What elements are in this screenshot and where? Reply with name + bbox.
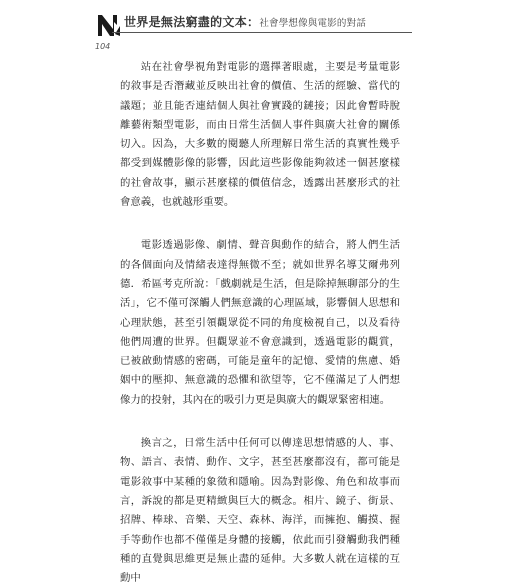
body-text: [120, 58, 400, 588]
book-subtitle: 社會學想像與電影的對話: [259, 18, 367, 29]
running-header: [0, 0, 520, 50]
book-title-main: 世界是無法窮盡的文本：: [124, 15, 260, 29]
book-title: [124, 13, 366, 30]
paragraph-2: 電影透過影像、劇情、聲音與動作的結合，將人們生活的各個面向及情緒表達得無微不至；就如世界名導艾爾弗列德．希區考克所說：「戲劇就是生活，但是除掉無聊部分的生活」，它不僅可深觸人們無意識的心理區域，影響個人思想和心理狀態，甚至引領觀眾從不同的角度檢視自己，以及看待他們周遭的世界。但觀眾並不會意識到，透過電影的觀賞，已被啟動情感的密碼，可能是童年的記憶、愛情的焦慮、婚姻中的壓抑、無意識的恐懼和欲望等，它不僅滿足了人們想像力的投射，其內在的吸引力更是與廣大的觀眾緊密相連。: [120, 239, 400, 406]
page-number: 104: [95, 42, 111, 51]
paragraph-1: 站在社會學視角對電影的選擇著眼處，主要是考量電影的敘事是否潛藏並反映出社會的價值、生活的經驗、當代的議題；並且能否連結個人與社會實踐的鏈接；因此會暫時脫離藝術類型電影，而由日常生活個人事件與廣大社會的關係切入。因為，大多數的閱聽人所理解日常生活的真實性幾乎都受到媒體影像的影響，因此這些影像能夠敘述一個甚麼樣的社會故事，顯示甚麼樣的價值信念，透露出甚麼形式的社會意義，也就越形重要。: [120, 61, 400, 209]
stylized-n-logo-icon: [95, 12, 121, 38]
header-rule: [112, 32, 412, 33]
paragraph-3: 換言之，日常生活中任何可以傳達思想情感的人、事、物、語言、表情、動作、文字，甚至甚麼都沒有，都可能是電影敘事中某種的象徵和隱喻。因為對影像、角色和故事而言，訴說的都是更精緻與巨大的概念。相片、鏡子、街景、招牌、棒球、音樂、天空、森林、海洋，而擁抱、觸摸、握手等動作也都不僅僅是身體的接觸，依此而引發觸動我們種種的直覺與思維更是無止盡的延伸。大多數人就在這樣的互動中: [120, 437, 400, 585]
